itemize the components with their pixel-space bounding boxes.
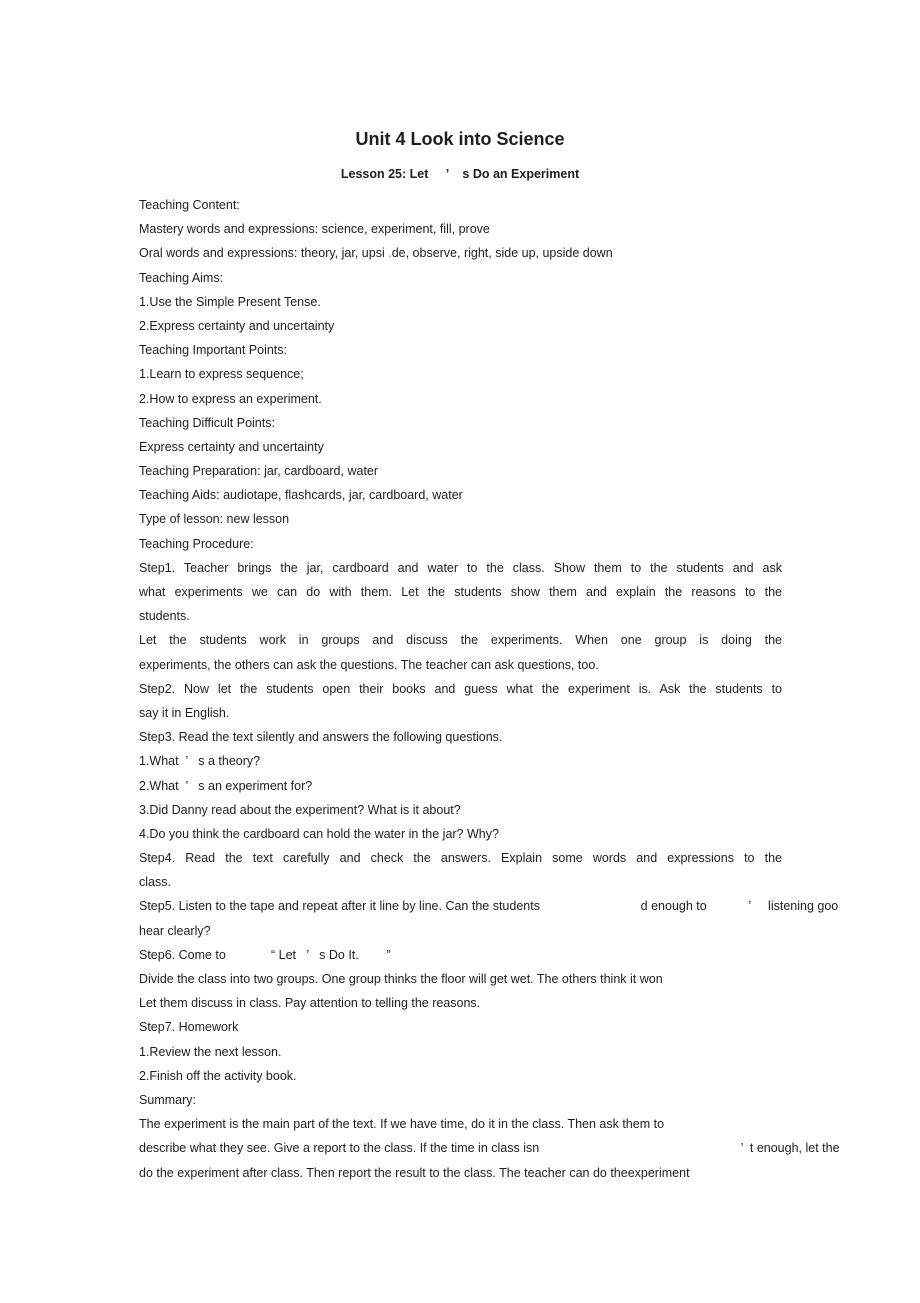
text-run: 2.Express certainty and uncertainty bbox=[139, 318, 335, 333]
text-run: Teaching Procedure: bbox=[139, 536, 254, 551]
text-line bbox=[139, 604, 782, 628]
text-line bbox=[139, 919, 782, 943]
text-line bbox=[139, 193, 782, 217]
text-line bbox=[139, 701, 782, 725]
text-run: Step7. Homework bbox=[139, 1020, 239, 1035]
text-line bbox=[139, 241, 782, 265]
text-line bbox=[139, 290, 782, 314]
text-run: Divide the class into two groups. One group thinks the floor will get wet. The others think it won bbox=[139, 972, 663, 986]
text-line bbox=[139, 1088, 782, 1112]
document-title: Unit 4 Look into Science bbox=[355, 129, 565, 149]
text-line bbox=[139, 338, 782, 362]
text-line bbox=[139, 1064, 782, 1088]
text-line bbox=[139, 266, 782, 290]
text-run: Step4. Read the text carefully and check the answers. Explain some words and expressions to the bbox=[139, 851, 782, 866]
text-line bbox=[139, 943, 782, 967]
text-run: The experiment is the main part of the text. If we have time, do it in the class. Then ask them to bbox=[139, 1117, 665, 1132]
text-run: 2.How to express an experiment. bbox=[139, 391, 322, 406]
document-body bbox=[139, 193, 840, 1185]
text-run: 1.What ’ s a theory? bbox=[139, 754, 261, 769]
text-line bbox=[139, 967, 782, 991]
text-run: Teaching Content: bbox=[139, 198, 240, 212]
text-line bbox=[139, 217, 782, 241]
text-run: 4.Do you think the cardboard can hold the water in the jar? Why? bbox=[139, 826, 499, 841]
text-line bbox=[139, 1112, 782, 1136]
text-line bbox=[139, 870, 782, 894]
text-line bbox=[139, 628, 782, 652]
text-run: Let them discuss in class. Pay attention to telling the reasons. bbox=[139, 996, 481, 1011]
text-run: 1.Learn to express sequence; bbox=[139, 367, 304, 382]
text-line bbox=[139, 991, 782, 1015]
text-run: students. bbox=[139, 609, 190, 624]
text-run: Step5. Listen to the tape and repeat after it line by line. Can the students d enough to ’ listening goo bbox=[139, 899, 839, 914]
text-run: Teaching Aims: bbox=[139, 270, 224, 285]
text-run: 1.Use the Simple Present Tense. bbox=[139, 294, 321, 309]
text-run: Teaching Aids: audiotape, flashcards, jar, cardboard, water bbox=[139, 488, 463, 503]
text-run: 2.Finish off the activity book. bbox=[139, 1068, 297, 1083]
text-run: do the experiment after class. Then report the result to the class. The teacher can do theexperiment bbox=[139, 1165, 690, 1180]
text-run: Summary: bbox=[139, 1092, 196, 1107]
text-line bbox=[139, 1161, 782, 1185]
text-line bbox=[139, 314, 782, 338]
text-run: Teaching Preparation: jar, cardboard, water bbox=[139, 464, 379, 479]
text-line bbox=[139, 725, 782, 749]
text-line bbox=[139, 387, 782, 411]
text-run: Step1. Teacher brings the jar, cardboard and water to the class. Show them to the students and ask bbox=[139, 560, 782, 575]
text-line bbox=[139, 1015, 782, 1039]
text-line bbox=[139, 653, 782, 677]
text-line bbox=[139, 556, 782, 580]
text-line bbox=[139, 1040, 782, 1064]
text-run: experiments, the others can ask the questions. The teacher can ask questions, too. bbox=[139, 657, 599, 672]
text-line bbox=[139, 411, 782, 435]
text-line bbox=[139, 822, 782, 846]
text-run: 2.What ’ s an experiment for? bbox=[139, 778, 313, 793]
text-run: Teaching Important Points: bbox=[139, 343, 287, 358]
text-run: what experiments we can do with them. Let the students show them and explain the reasons to the bbox=[139, 585, 782, 599]
text-run: Step6. Come to “ Let ’ s Do It. ” bbox=[139, 947, 391, 962]
text-run: Let the students work in groups and discuss the experiments. When one group is doing the bbox=[139, 633, 782, 648]
text-line bbox=[139, 798, 782, 822]
text-run: de, observe, right, side up, upside down bbox=[391, 246, 613, 261]
text-line bbox=[139, 677, 782, 701]
text-line bbox=[139, 483, 782, 507]
text-run: Step3. Read the text silently and answers the following questions. bbox=[139, 730, 503, 745]
text-line bbox=[139, 362, 782, 386]
text-run: say it in English. bbox=[139, 705, 230, 720]
text-run: Oral words and expressions: theory, jar, upsi bbox=[139, 246, 389, 261]
text-run: hear clearly? bbox=[139, 923, 211, 938]
text-run: describe what they see. Give a report to the class. If the time in class isn ’ t enough, let the bbox=[139, 1141, 840, 1156]
text-line bbox=[139, 532, 782, 556]
text-run: class. bbox=[139, 875, 171, 890]
lesson-subtitle: Lesson 25: Let ’ s Do an Experiment bbox=[340, 167, 580, 181]
text-run: Teaching Difficult Points: bbox=[139, 415, 275, 430]
text-run: 1.Review the next lesson. bbox=[139, 1044, 282, 1059]
text-line bbox=[139, 580, 782, 604]
colored-dot: . bbox=[388, 246, 392, 261]
text-line bbox=[139, 507, 782, 531]
text-run: Step2. Now let the students open their books and guess what the experiment is. Ask the students to bbox=[139, 681, 782, 696]
text-run: 3.Did Danny read about the experiment? What is it about? bbox=[139, 802, 461, 817]
text-run: Type of lesson: new lesson bbox=[139, 512, 290, 527]
text-line bbox=[139, 1136, 840, 1160]
text-line bbox=[139, 435, 782, 459]
text-line bbox=[139, 894, 839, 918]
text-line bbox=[139, 846, 782, 870]
text-run: Mastery words and expressions: science, experiment, fill, prove bbox=[139, 222, 490, 237]
text-line bbox=[139, 749, 782, 773]
text-line bbox=[139, 459, 782, 483]
text-run: Express certainty and uncertainty bbox=[139, 439, 324, 454]
text-line bbox=[139, 774, 782, 798]
